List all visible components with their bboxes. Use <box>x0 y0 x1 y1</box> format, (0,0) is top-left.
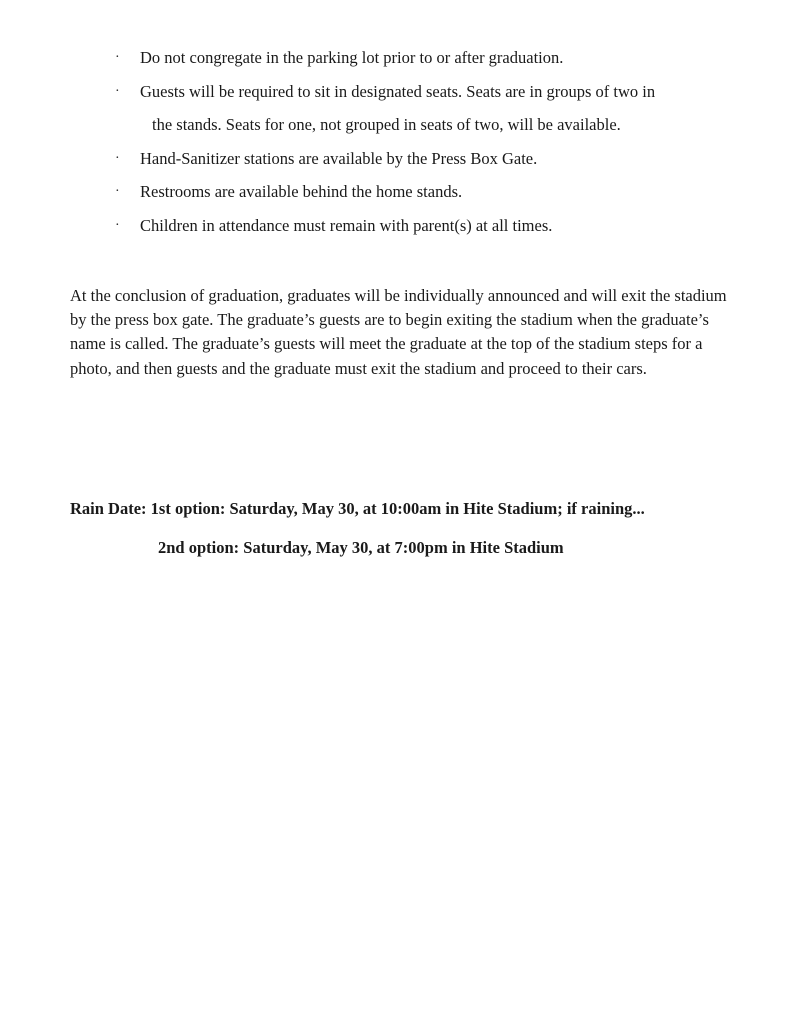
guidelines-list <box>0 47 791 248</box>
conclusion-paragraph: At the conclusion of graduation, graduates will be individually announced and will exit the stadium by the press box gate. The graduate’s guests are to begin exiting the stadium when the graduate’s name is called. The graduate’s guests will meet the graduate at the top of the stadium steps for a photo, and then guests and the graduate must exit the stadium and proceed to their cars. <box>70 286 727 378</box>
rain-date-first-option: Rain Date: 1st option: Saturday, May 30, at 10:00am in Hite Stadium; if raining... <box>70 499 645 518</box>
list-item-text: Do not congregate in the parking lot prior to or after graduation. <box>140 48 564 67</box>
list-item-text: Hand-Sanitizer stations are available by the Press Box Gate. <box>140 148 538 168</box>
rain-date-second-option: 2nd option: Saturday, May 30, at 7:00pm in Hite Stadium <box>158 538 564 557</box>
list-item <box>0 181 791 203</box>
list-item-text: Guests will be required to sit in designated seats. Seats are in groups of two in <box>140 81 656 101</box>
bullet-marker: · <box>115 150 120 166</box>
list-item-text: Children in attendance must remain with parent(s) at all times. <box>140 215 553 235</box>
list-item <box>0 215 791 237</box>
list-item <box>0 81 791 137</box>
list-item-continuation: the stands. Seats for one, not grouped in seats of two, will be available. <box>152 115 621 134</box>
list-item <box>0 148 791 170</box>
bullet-marker: · <box>115 50 120 65</box>
bullet-marker: · <box>115 217 120 233</box>
list-item <box>0 47 791 69</box>
bullet-marker: · <box>115 83 120 99</box>
list-item-text: Restrooms are available behind the home stands. <box>140 182 463 201</box>
bullet-marker: · <box>115 184 120 199</box>
